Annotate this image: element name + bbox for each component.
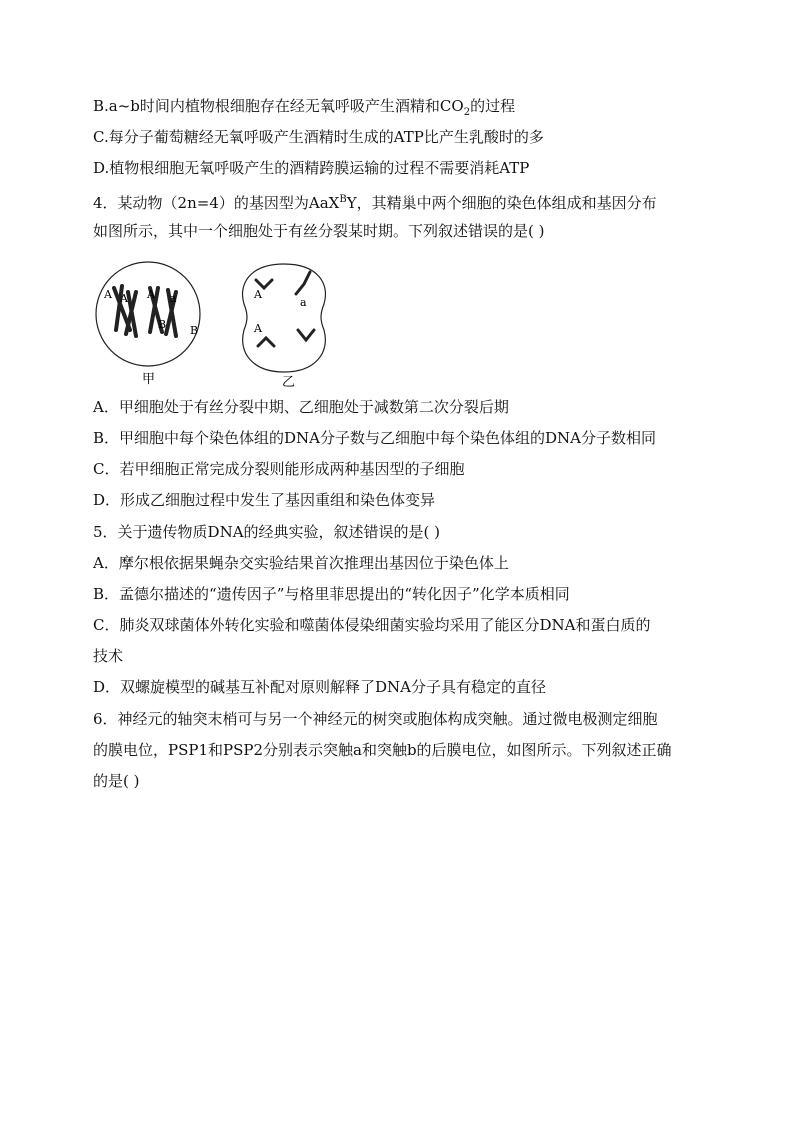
q5-option-a: A．摩尔根依据果蝇杂交实验结果首次推理出基因位于染色体上 bbox=[93, 554, 509, 572]
q3-option-d: D.植物根细胞无氧呼吸产生的酒精跨膜运输的过程不需要消耗ATP bbox=[93, 159, 530, 177]
q6-stem-line1: 6．神经元的轴突末梢可与另一个神经元的树突或胞体构成突触。通过微电极测定细胞 bbox=[93, 710, 658, 728]
q5-stem: 5．关于遗传物质DNA的经典实验，叙述错误的是( ) bbox=[93, 523, 441, 541]
q4-option-c: C．若甲细胞正常完成分裂则能形成两种基因型的子细胞 bbox=[93, 460, 465, 478]
q6-stem-line3: 的是( ) bbox=[93, 772, 140, 790]
cell-jia bbox=[96, 262, 200, 387]
q3-option-b: B.a~b时间内植物根细胞存在经无氧呼吸产生酒精和$CO_2$的过程 bbox=[93, 97, 516, 118]
q3-option-c: C.每分子葡萄糖经无氧呼吸产生酒精时生成的ATP比产生乳酸时的多 bbox=[93, 128, 544, 146]
q5-option-c: C．肺炎双球菌体外转化实验和噬菌体侵染细菌实验均采用了能区分DNA和蛋白质的 bbox=[93, 616, 651, 634]
q4-option-d: D．形成乙细胞过程中发生了基因重组和染色体变异 bbox=[93, 491, 436, 509]
q4-stem-line1: 4．某动物（2n=4）的基因型为AaX$^B$Y，其精巢中两个细胞的染色体组成和基因分布 bbox=[93, 194, 657, 212]
gene-label: a bbox=[300, 296, 307, 309]
gene-label: A bbox=[147, 288, 155, 301]
q5-option-c-cont: 技术 bbox=[93, 647, 124, 665]
gene-label: B bbox=[158, 318, 167, 331]
gene-label: a bbox=[170, 292, 177, 305]
q5-option-b: B．孟德尔描述的“遗传因子”与格里菲思提出的“转化因子”化学本质相同 bbox=[93, 585, 570, 603]
gene-label: A bbox=[120, 292, 128, 305]
cell-jia-label: 甲 bbox=[142, 372, 156, 387]
q5-option-d: D．双螺旋模型的碱基互补配对原则解释了DNA分子具有稳定的直径 bbox=[93, 678, 547, 696]
q4-option-b: B．甲细胞中每个染色体组的DNA分子数与乙细胞中每个染色体组的DNA分子数相同 bbox=[93, 429, 656, 447]
cell-yi bbox=[243, 264, 326, 388]
yi-chromosomes bbox=[256, 272, 314, 346]
cell-division-figure bbox=[92, 258, 352, 388]
q4-stem-line2: 如图所示，其中一个细胞处于有丝分裂某时期。下列叙述错误的是( ) bbox=[93, 222, 545, 240]
gene-label: A bbox=[104, 288, 112, 301]
q4-option-a: A．甲细胞处于有丝分裂中期、乙细胞处于减数第二次分裂后期 bbox=[93, 398, 509, 416]
cell-yi-label: 乙 bbox=[282, 375, 296, 388]
q6-stem-line2: 的膜电位，PSP1和PSP2分别表示突触a和突触b的后膜电位，如图所示。下列叙述正确 bbox=[93, 741, 672, 759]
gene-label: A bbox=[254, 322, 262, 335]
gene-label: A bbox=[254, 288, 262, 301]
gene-label: B bbox=[190, 324, 199, 337]
